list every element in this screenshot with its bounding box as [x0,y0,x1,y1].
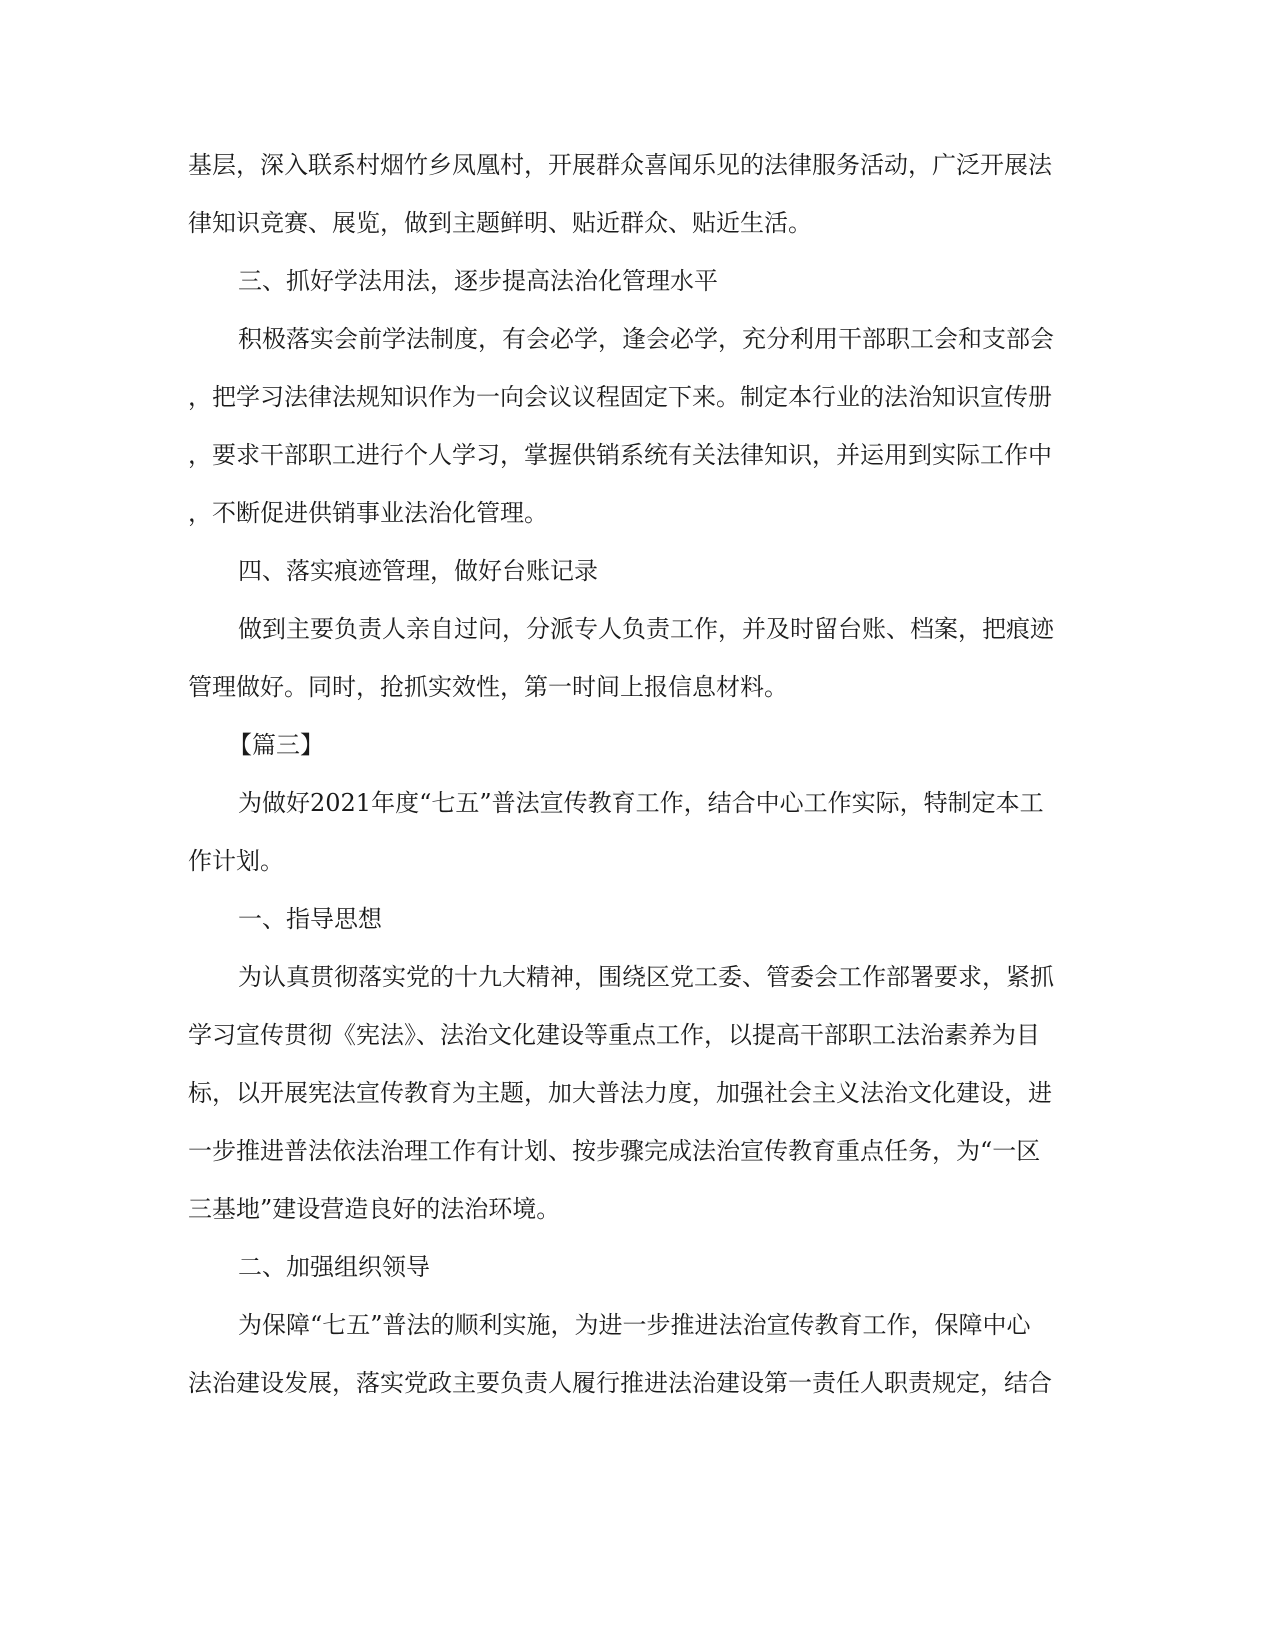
body-text-line: 法治建设发展，落实党政主要负责人履行推进法治建设第一责任人职责规定，结合 [188,1369,1052,1397]
body-text-line: 律知识竞赛、展览，做到主题鲜明、贴近群众、贴近生活。 [188,209,812,237]
body-text-line: ，把学习法律法规知识作为一向会议议程固定下来。制定本行业的法治知识宣传册 [188,383,1052,411]
body-text-line: 基层，深入联系村烟竹乡凤凰村，开展群众喜闻乐见的法律服务活动，广泛开展法 [188,151,1052,179]
body-text-line: 作计划。 [188,847,284,875]
body-text-line: ，不断促进供销事业法治化管理。 [188,499,548,527]
body-text-line: ，要求干部职工进行个人学习，掌握供销系统有关法律知识，并运用到实际工作中 [188,441,1052,469]
body-text-line: 标，以开展宪法宣传教育为主题，加大普法力度，加强社会主义法治文化建设，进 [188,1079,1052,1107]
section-heading: 三、抓好学法用法，逐步提高法治化管理水平 [238,267,718,295]
section-heading: 二、加强组织领导 [238,1253,430,1281]
body-text-line: 积极落实会前学法制度，有会必学，逢会必学，充分利用干部职工会和支部会 [238,325,1054,353]
body-text-line: 为做好2021年度“七五”普法宣传教育工作，结合中心工作实际，特制定本工 [238,789,1044,817]
body-text-line: 管理做好。同时，抢抓实效性，第一时间上报信息材料。 [188,673,788,701]
body-text-line: 学习宣传贯彻《宪法》、法治文化建设等重点工作，以提高干部职工法治素养为目 [188,1021,1040,1049]
body-text-line: 为认真贯彻落实党的十九大精神，围绕区党工委、管委会工作部署要求，紧抓 [238,963,1054,991]
body-text-line: 一步推进普法依法治理工作有计划、按步骤完成法治宣传教育重点任务，为“一区 [188,1137,1041,1165]
body-text-line: 为保障“七五”普法的顺利实施，为进一步推进法治宣传教育工作，保障中心 [238,1311,1031,1339]
body-text-line: 三基地”建设营造良好的法治环境。 [188,1195,561,1223]
chapter-title: 【篇三】 [228,731,324,759]
section-heading: 一、指导思想 [238,905,382,933]
body-text-line: 做到主要负责人亲自过问，分派专人负责工作，并及时留台账、档案，把痕迹 [238,615,1054,643]
section-heading: 四、落实痕迹管理，做好台账记录 [238,557,598,585]
